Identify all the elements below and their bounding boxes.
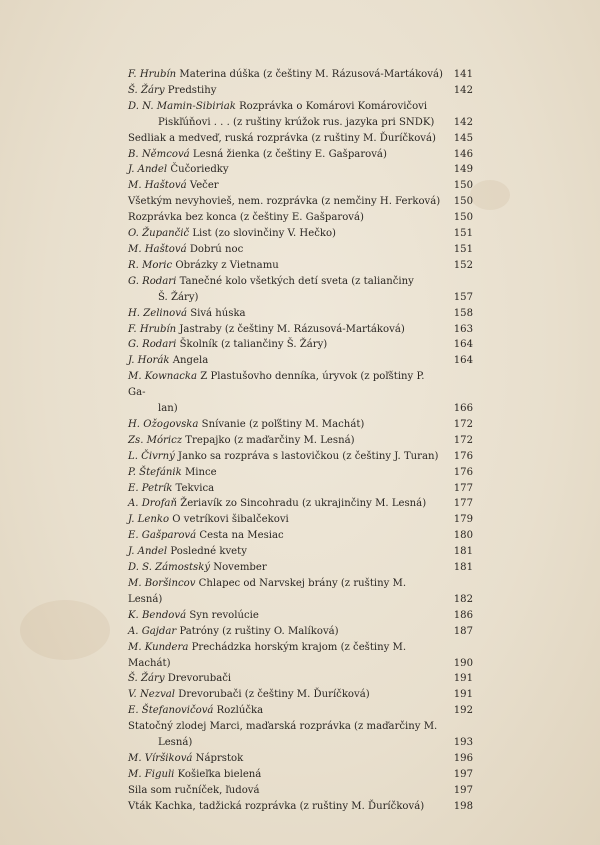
entry-author: F. Hrubín bbox=[128, 69, 177, 80]
entry-author: H. Ožogovska bbox=[128, 418, 199, 430]
entry-author: V. Nezval bbox=[128, 689, 176, 701]
entry-title: Drevorubači bbox=[167, 673, 232, 685]
entry-page-number: 149 bbox=[453, 164, 473, 176]
entry-page-number: 172 bbox=[453, 418, 473, 430]
toc-entry bbox=[128, 433, 473, 449]
paper-stain bbox=[470, 180, 510, 210]
toc-entry bbox=[128, 258, 473, 274]
entry-title: Posledné kvety bbox=[170, 546, 247, 558]
toc-entry bbox=[128, 322, 473, 338]
entry-title: Predstihy bbox=[167, 84, 217, 96]
entry-author: R. Moric bbox=[128, 259, 173, 271]
entry-page-number: 193 bbox=[453, 737, 473, 749]
entry-title: Chlapec od Narvskej brány (z ruštiny M. Lesná) bbox=[128, 578, 407, 605]
entry-title: Rozprávka bez konca (z češtiny E. Gašparová) bbox=[128, 212, 364, 224]
entry-page-number: 191 bbox=[453, 689, 473, 701]
entry-author: D. N. Mamin-Sibiriak bbox=[128, 100, 236, 112]
toc-entry bbox=[128, 751, 473, 767]
entry-page-number: 198 bbox=[453, 800, 473, 812]
entry-page-number: 196 bbox=[453, 752, 473, 764]
entry-title: Čučoriedky bbox=[170, 164, 229, 176]
entry-title: Sivá húska bbox=[190, 307, 246, 319]
entry-page-number: 179 bbox=[453, 514, 473, 526]
entry-page-number: 151 bbox=[453, 228, 473, 240]
entry-page-number: 157 bbox=[453, 291, 473, 303]
toc-entry bbox=[128, 703, 473, 719]
entry-author: K. Bendová bbox=[128, 609, 187, 621]
entry-page-number: 142 bbox=[453, 116, 473, 128]
entry-title: List (zo slovinčiny V. Hečko) bbox=[192, 228, 336, 240]
entry-title: Snívanie (z poľštiny M. Machát) bbox=[201, 418, 365, 430]
entry-author: L. Čivrný bbox=[128, 450, 175, 462]
toc-entry bbox=[128, 226, 473, 242]
entry-author: E. Štefanovičová bbox=[128, 705, 214, 717]
table-of-contents bbox=[128, 67, 473, 815]
toc-entry bbox=[128, 369, 473, 417]
entry-page-number: 151 bbox=[453, 243, 473, 255]
entry-author: Š. Žáry bbox=[128, 673, 165, 685]
toc-entry bbox=[128, 640, 473, 672]
entry-author: A. Drofaň bbox=[128, 498, 177, 510]
entry-title: Janko sa rozpráva s lastovičkou (z češtiny J. Turan) bbox=[178, 450, 439, 462]
entry-title: Tanečné kolo všetkých detí sveta (z taliančiny bbox=[179, 275, 414, 287]
entry-title-continued: Lesná) bbox=[158, 737, 193, 749]
toc-entry bbox=[128, 449, 473, 465]
toc-entry bbox=[128, 194, 473, 210]
entry-author: M. Víršiková bbox=[128, 752, 193, 764]
entry-title: Sila som ručníček, ľudová bbox=[128, 784, 260, 796]
toc-entry bbox=[128, 481, 473, 497]
entry-page-number: 158 bbox=[453, 307, 473, 319]
entry-page-number: 186 bbox=[453, 609, 473, 621]
entry-title: Z Plastušovho denníka, úryvok (z poľštiny P. Ga- bbox=[128, 371, 425, 399]
entry-title: Večer bbox=[189, 180, 219, 192]
entry-title: Dobrú noc bbox=[189, 243, 244, 255]
entry-author: B. Němcová bbox=[128, 148, 190, 160]
entry-title: Statočný zlodej Marci, maďarská rozprávka (z maďarčiny M. bbox=[128, 721, 438, 733]
entry-page-number: 141 bbox=[453, 69, 473, 80]
entry-page-number: 181 bbox=[453, 546, 473, 558]
entry-author: F. Hrubín bbox=[128, 323, 177, 335]
toc-entry bbox=[128, 560, 473, 576]
entry-page-number: 176 bbox=[453, 466, 473, 478]
toc-entry bbox=[128, 799, 473, 815]
toc-entry bbox=[128, 512, 473, 528]
toc-entry bbox=[128, 783, 473, 799]
toc-entry bbox=[128, 687, 473, 703]
entry-title: Rozprávka o Komárovi Komárovičovi bbox=[239, 100, 428, 112]
toc-entry bbox=[128, 353, 473, 369]
entry-title-continued: lan) bbox=[158, 403, 178, 415]
entry-author: M. Kundera bbox=[128, 641, 189, 653]
toc-entry bbox=[128, 608, 473, 624]
toc-entry bbox=[128, 465, 473, 481]
entry-title: Sedliak a medveď, ruská rozprávka (z ruštiny M. Ďuríčková) bbox=[128, 132, 436, 144]
entry-title: Vták Kachka, tadžická rozprávka (z ruštiny M. Ďuríčková) bbox=[128, 800, 425, 812]
toc-entry bbox=[128, 576, 473, 608]
toc-entry bbox=[128, 131, 473, 147]
entry-title: Jastraby (z češtiny M. Rázusová-Martáková) bbox=[179, 323, 405, 335]
toc-entry bbox=[128, 544, 473, 560]
entry-title: O vetríkovi šibalčekovi bbox=[172, 514, 289, 526]
toc-entry bbox=[128, 210, 473, 226]
entry-page-number: 176 bbox=[453, 450, 473, 462]
entry-author: M. Boršincov bbox=[128, 578, 196, 589]
entry-author: D. S. Zámostský bbox=[128, 562, 211, 574]
entry-page-number: 177 bbox=[453, 482, 473, 494]
entry-page-number: 150 bbox=[453, 196, 473, 208]
entry-title: Materina dúška (z češtiny M. Rázusová-Martáková) bbox=[179, 69, 443, 80]
toc-entry bbox=[128, 242, 473, 258]
entry-author: M. Figuli bbox=[128, 768, 175, 780]
entry-page-number: 150 bbox=[453, 180, 473, 192]
entry-title: Náprstok bbox=[195, 752, 244, 764]
toc-entry bbox=[128, 306, 473, 322]
entry-title-continued: Š. Žáry) bbox=[158, 291, 199, 303]
entry-author: O. Župančič bbox=[128, 228, 190, 240]
entry-page-number: 164 bbox=[453, 355, 473, 367]
entry-page-number: 164 bbox=[453, 339, 473, 351]
paper-stain bbox=[20, 600, 110, 660]
entry-page-number: 142 bbox=[453, 84, 473, 96]
toc-entry bbox=[128, 162, 473, 178]
entry-page-number: 180 bbox=[453, 530, 473, 542]
entry-author: Zs. Móricz bbox=[128, 434, 183, 446]
entry-page-number: 182 bbox=[453, 593, 473, 605]
entry-page-number: 163 bbox=[453, 323, 473, 335]
entry-title: Všetkým nevyhovieš, nem. rozprávka (z nemčiny H. Ferková) bbox=[128, 196, 441, 208]
entry-author: Š. Žáry bbox=[128, 84, 165, 96]
toc-entry bbox=[128, 99, 473, 131]
entry-title: Žeriavík zo Sincohradu (z ukrajinčiny M. Lesná) bbox=[180, 498, 427, 510]
entry-title: Rozlúčka bbox=[216, 705, 264, 717]
entry-page-number: 152 bbox=[453, 259, 473, 271]
toc-entry bbox=[128, 337, 473, 353]
toc-entry bbox=[128, 83, 473, 99]
toc-entry bbox=[128, 528, 473, 544]
entry-page-number: 197 bbox=[453, 768, 473, 780]
entry-page-number: 192 bbox=[453, 705, 473, 717]
entry-page-number: 172 bbox=[453, 434, 473, 446]
toc-entry bbox=[128, 147, 473, 163]
entry-author: M. Haštová bbox=[128, 243, 187, 255]
entry-title: Školník (z taliančiny Š. Žáry) bbox=[179, 339, 328, 351]
entry-author: E. Petrík bbox=[128, 482, 173, 494]
entry-author: M. Haštová bbox=[128, 180, 187, 192]
toc-entry bbox=[128, 67, 473, 83]
entry-page-number: 197 bbox=[453, 784, 473, 796]
entry-title: Košieľka bielená bbox=[177, 768, 262, 780]
entry-title: Drevorubači (z češtiny M. Ďuríčková) bbox=[178, 689, 370, 701]
entry-page-number: 190 bbox=[453, 657, 473, 669]
entry-page-number: 187 bbox=[453, 625, 473, 637]
entry-author: M. Kownacka bbox=[128, 371, 198, 383]
toc-entry bbox=[128, 671, 473, 687]
entry-title: November bbox=[213, 562, 267, 574]
entry-page-number: 145 bbox=[453, 132, 473, 144]
entry-author: G. Rodari bbox=[128, 339, 177, 351]
toc-entry bbox=[128, 719, 473, 751]
entry-author: H. Zelinová bbox=[128, 307, 187, 319]
toc-entry bbox=[128, 767, 473, 783]
entry-author: A. Gajdar bbox=[128, 625, 177, 637]
entry-author: J. Andel bbox=[128, 164, 168, 176]
entry-page-number: 146 bbox=[453, 148, 473, 160]
entry-page-number: 166 bbox=[453, 403, 473, 415]
entry-author: J. Andel bbox=[128, 546, 168, 558]
entry-page-number: 191 bbox=[453, 673, 473, 685]
entry-title-continued: Piskľúňovi . . . (z ruštiny krúžok rus. jazyka pri SNDK) bbox=[158, 116, 435, 128]
toc-entry bbox=[128, 417, 473, 433]
entry-title: Tekvica bbox=[175, 482, 215, 494]
entry-page-number: 150 bbox=[453, 212, 473, 224]
toc-entry bbox=[128, 178, 473, 194]
entry-title: Patróny (z ruštiny O. Malíková) bbox=[179, 625, 339, 637]
entry-author: J. Horák bbox=[128, 355, 170, 367]
entry-author: P. Štefánik bbox=[128, 466, 182, 478]
entry-author: G. Rodari bbox=[128, 275, 177, 287]
entry-author: E. Gašparová bbox=[128, 530, 197, 542]
toc-entry bbox=[128, 274, 473, 306]
toc-entry bbox=[128, 496, 473, 512]
toc-entry bbox=[128, 624, 473, 640]
entry-title: Prechádzka horským krajom (z češtiny M. Machát) bbox=[128, 641, 407, 669]
entry-title: Mince bbox=[184, 466, 217, 478]
entry-page-number: 181 bbox=[453, 562, 473, 574]
entry-title: Syn revolúcie bbox=[189, 609, 259, 621]
entry-title: Lesná žienka (z češtiny E. Gašparová) bbox=[192, 148, 387, 160]
entry-author: J. Lenko bbox=[128, 514, 170, 526]
entry-title: Obrázky z Vietnamu bbox=[175, 259, 279, 271]
entry-page-number: 177 bbox=[453, 498, 473, 510]
entry-title: Cesta na Mesiac bbox=[199, 530, 284, 542]
entry-title: Trepajko (z maďarčiny M. Lesná) bbox=[185, 434, 355, 446]
entry-title: Angela bbox=[172, 355, 209, 367]
